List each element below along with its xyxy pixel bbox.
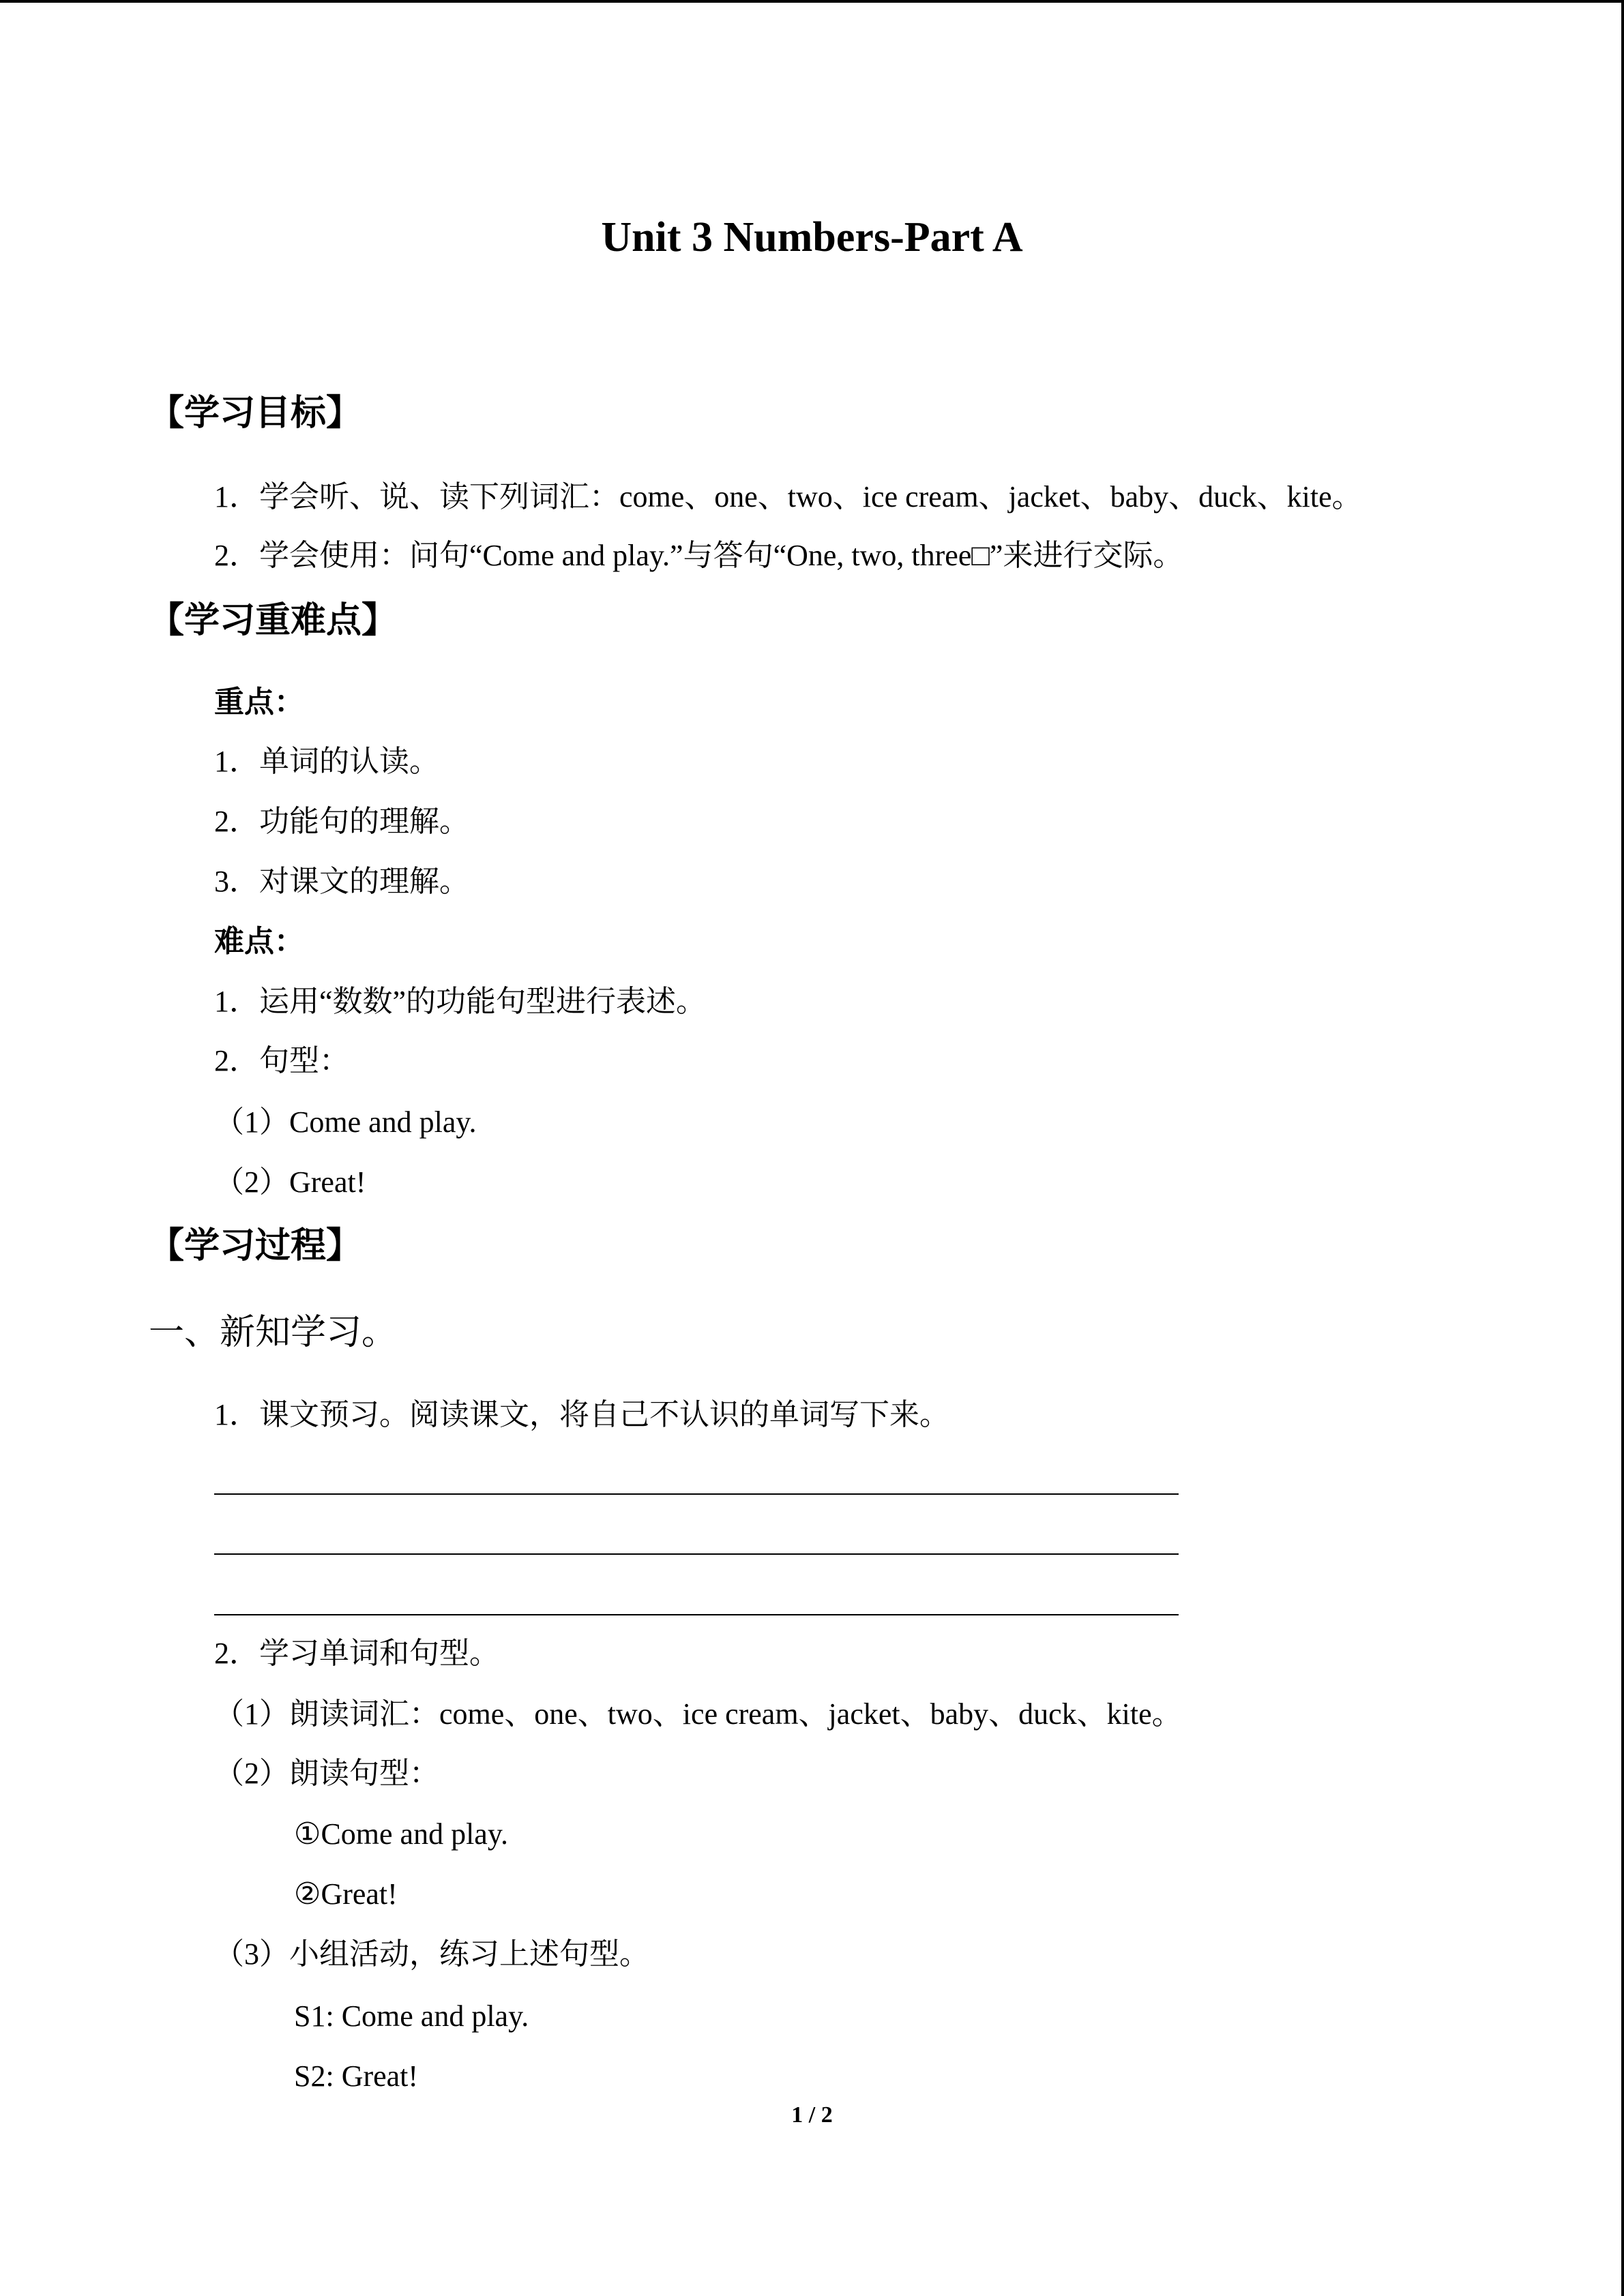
objective-item-1: 1．学会听、说、读下列词汇：come、one、two、ice cream、jacket、baby、duck、kite。 — [214, 480, 1362, 513]
step-2: 2．学习单词和句型。 — [214, 1637, 499, 1670]
focus-item-3: 3．对课文的理解。 — [214, 865, 469, 898]
document-title: Unit 3 Numbers-Part A — [601, 214, 1023, 260]
dialogue-line-1: S1: Come and play. — [294, 1999, 529, 2033]
focus-label: 重点： — [214, 685, 304, 719]
objective-item-2: 2．学会使用：问句“Come and play.”与答句“One, two, three□”来进行交际。 — [214, 539, 1183, 572]
answer-line-3[interactable] — [214, 1614, 1179, 1615]
objectives-heading: 【学习目标】 — [149, 393, 362, 434]
answer-line-1[interactable] — [214, 1493, 1179, 1495]
process-heading: 【学习过程】 — [149, 1225, 362, 1266]
sub-step-1: （1）朗读词汇：come、one、two、ice cream、jacket、baby、duck、kite。 — [214, 1697, 1182, 1731]
sub-step-3: （3）小组活动，练习上述句型。 — [214, 1937, 649, 1971]
focus-item-1: 1．单词的认读。 — [214, 745, 439, 778]
key-points-heading: 【学习重难点】 — [149, 600, 398, 641]
dialogue-line-2: S2: Great! — [294, 2059, 419, 2093]
sentence-item-1: ①Come and play. — [294, 1817, 508, 1851]
focus-item-2: 2．功能句的理解。 — [214, 805, 469, 838]
page-number: 1 / 2 — [791, 2102, 833, 2128]
difficulty-item-3: （1）Come and play. — [214, 1105, 477, 1139]
sentence-item-2: ②Great! — [294, 1877, 398, 1911]
difficulty-item-2: 2．句型： — [214, 1044, 349, 1077]
section-title: 一、新知学习。 — [149, 1313, 398, 1352]
difficulty-label: 难点： — [214, 925, 304, 958]
step-1: 1．课文预习。阅读课文，将自己不认识的单词写下来。 — [214, 1398, 949, 1431]
difficulty-item-4: （2）Great! — [214, 1165, 366, 1199]
difficulty-item-1: 1．运用“数数”的功能句型进行表述。 — [214, 985, 707, 1018]
sub-step-2: （2）朗读句型： — [214, 1757, 439, 1790]
answer-line-2[interactable] — [214, 1553, 1179, 1555]
